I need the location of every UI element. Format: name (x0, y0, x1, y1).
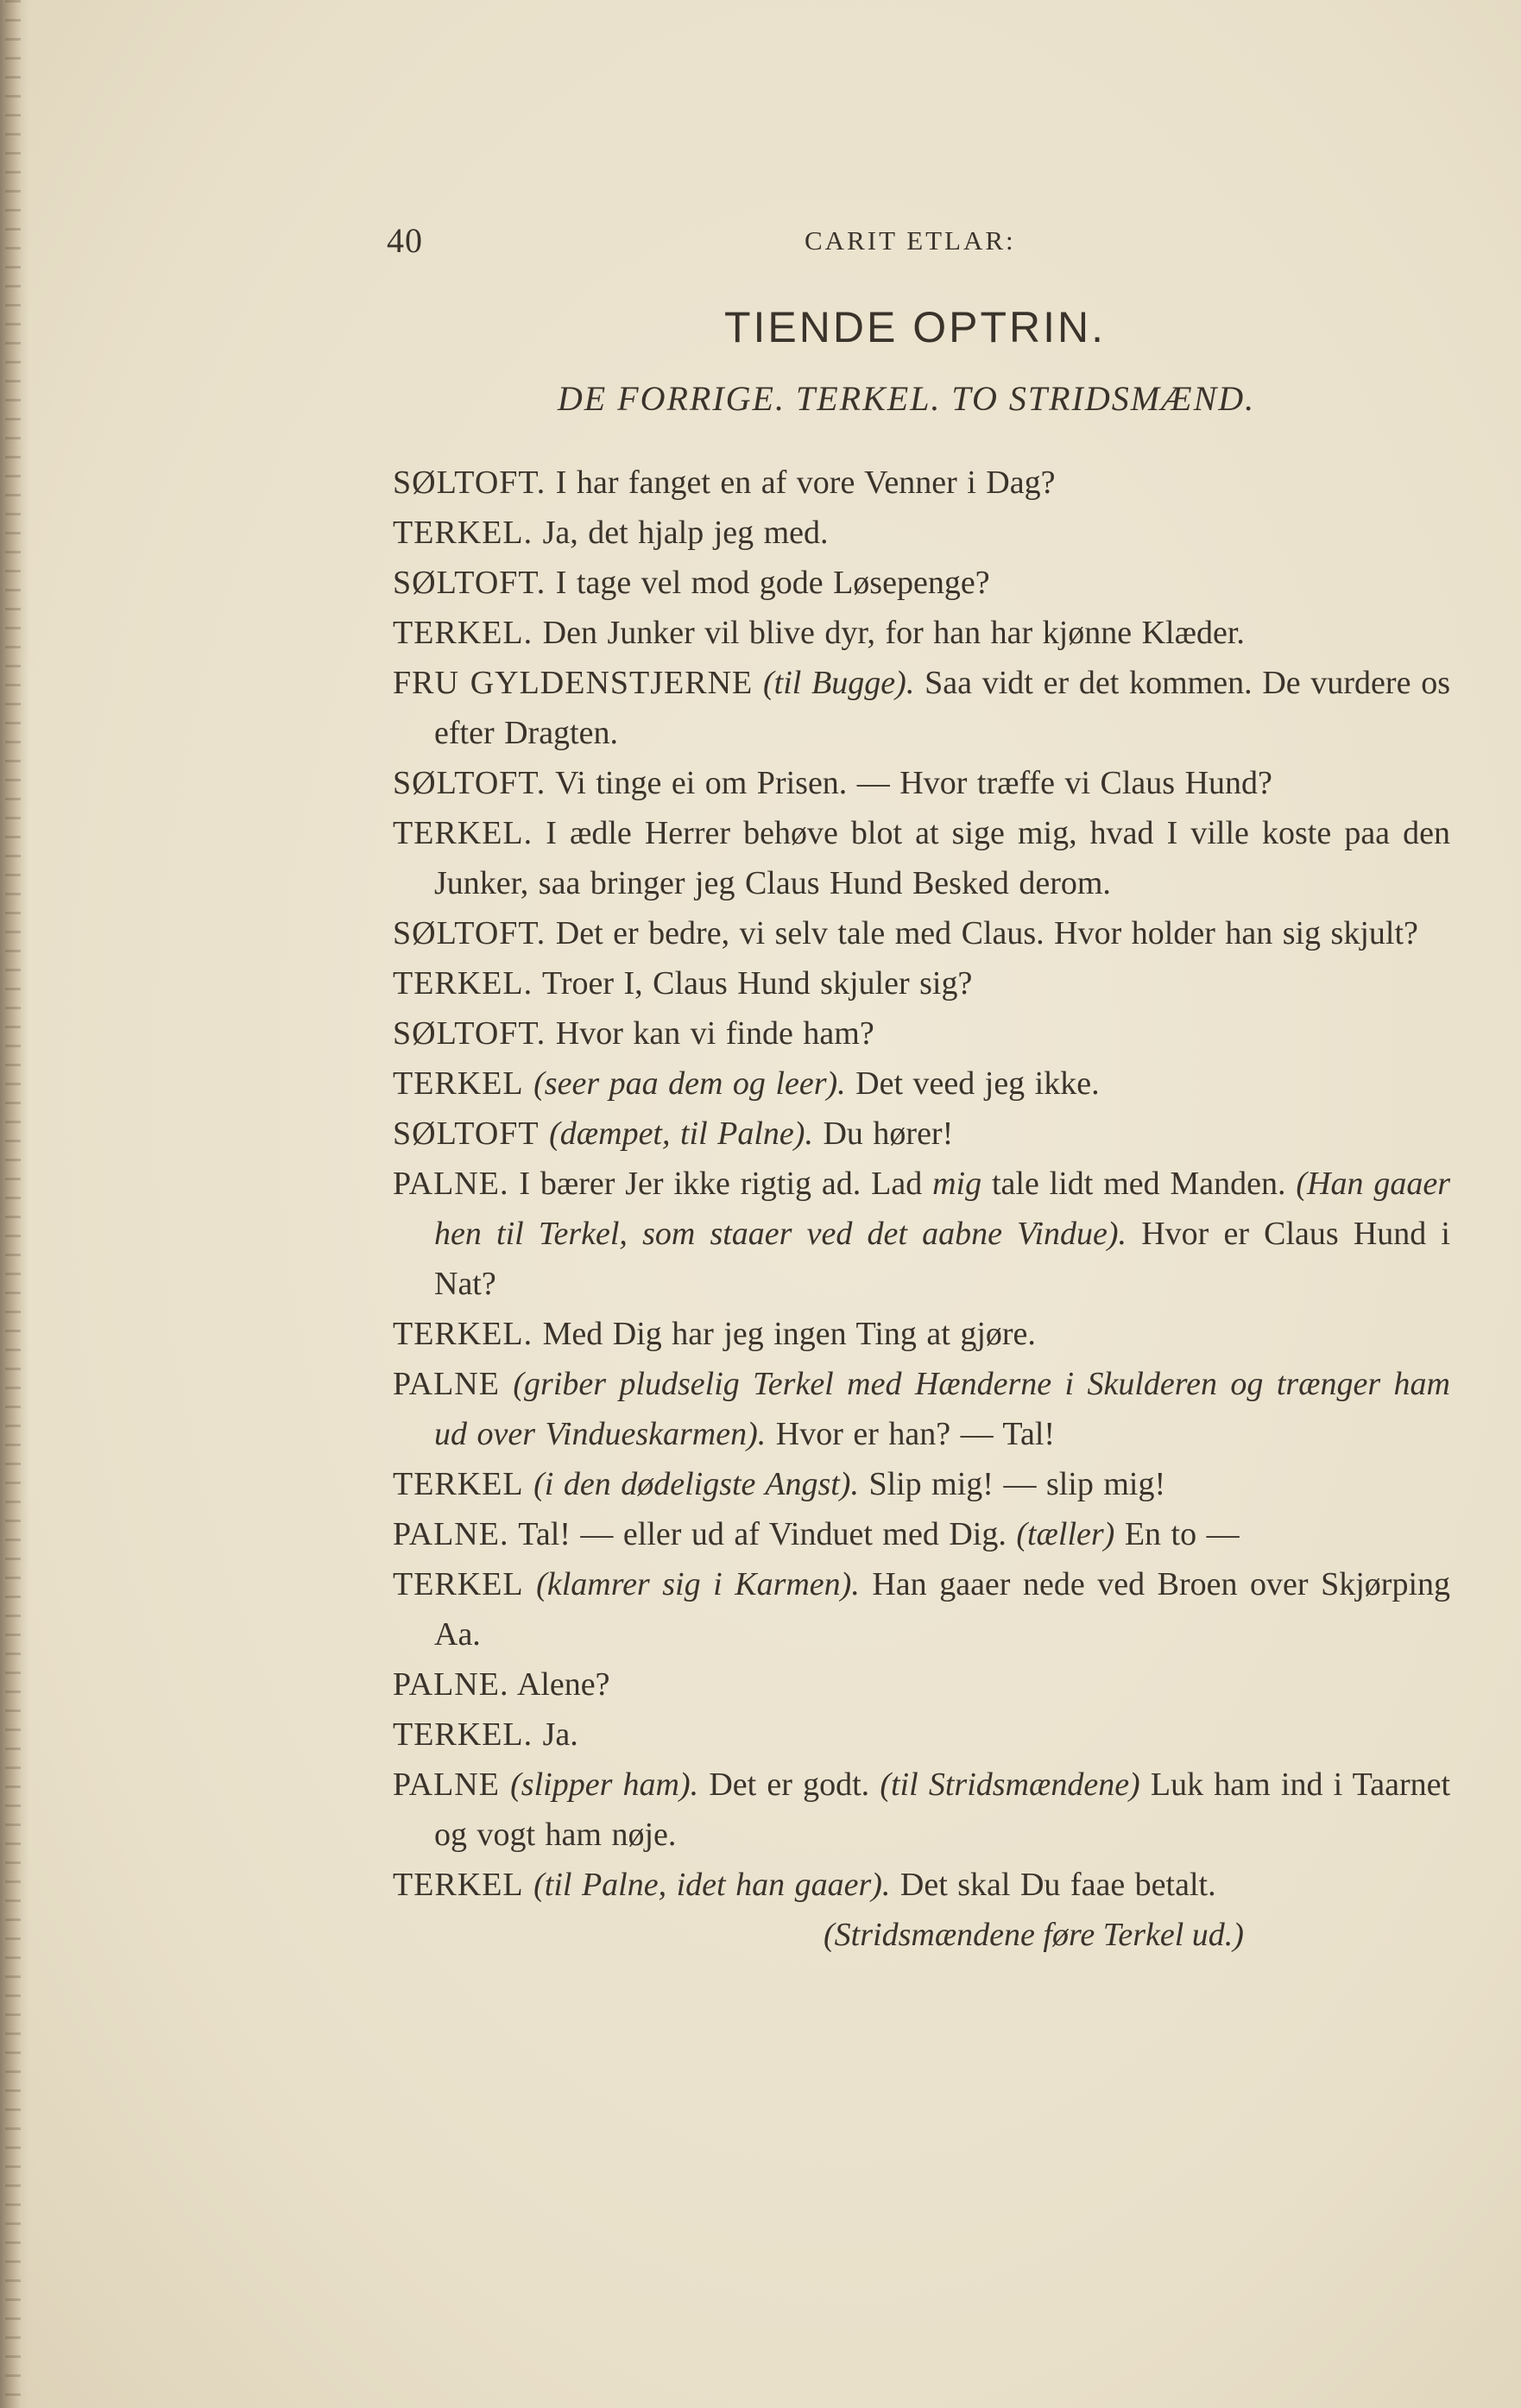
speech-text: Vi tinge ei om Prisen. — Hvor træffe vi Claus Hund? (555, 765, 1272, 801)
speech-text: Saa vidt er det kommen. De vurdere os efter Dragten. (434, 665, 1450, 751)
speaker: SØLTOFT. (393, 765, 546, 801)
speaker: TERKEL (393, 1065, 524, 1102)
stage-direction: (slipper ham). (510, 1766, 699, 1803)
speech-text: Troer I, Claus Hund skjuler sig? (541, 965, 973, 1002)
dialogue-body (393, 458, 1450, 1960)
speech-text: Alene? (516, 1666, 610, 1703)
speech-text: Luk ham ind i Taarnet og vogt ham nøje. (434, 1766, 1451, 1853)
stage-direction: (Han gaaer hen til Terkel, som staaer ved det aabne Vindue). (434, 1166, 1451, 1252)
speech-text: Han gaaer nede ved Broen over Skjørping Aa. (434, 1566, 1450, 1653)
speech-text: Du hører! (823, 1116, 954, 1152)
speaker: PALNE. (393, 1516, 509, 1552)
speech-3 (393, 558, 1450, 608)
speech-10 (393, 1008, 1450, 1059)
speaker: PALNE (393, 1766, 500, 1803)
speech-text: Hvor er han? — Tal! (775, 1416, 1056, 1452)
speech-text: Det veed jeg ikke. (855, 1065, 1100, 1102)
speaker: SØLTOFT (393, 1116, 540, 1152)
running-title: CARIT ETLAR: (805, 225, 1016, 256)
speaker: SØLTOFT. (393, 565, 546, 601)
stage-direction: (seer paa dem og leer). (533, 1065, 846, 1102)
speech-text: I tage vel mod gode Løsepenge? (555, 565, 990, 601)
speech-text: Slip mig! — slip mig! (868, 1466, 1166, 1502)
speech-text: Det er godt. (709, 1766, 870, 1803)
stage-direction: (til Stridsmændene) (880, 1766, 1140, 1803)
speaker: SØLTOFT. (393, 465, 546, 501)
speech-text: En to — (1124, 1516, 1240, 1552)
speech-text: Ja, det hjalp jeg med. (542, 515, 829, 551)
speech-12 (393, 1109, 1450, 1159)
stage-direction: (griber pludselig Terkel med Hænderne i Skulderen og trænger ham ud over Vindueskarmen). (434, 1366, 1451, 1452)
speech-text: Den Junker vil blive dyr, for han har kjønne Klæder. (542, 615, 1245, 651)
speech-text: I ædle Herrer behøve blot at sige mig, hvad I ville koste paa den Junker, saa bringer jeg Claus Hund Besked derom. (434, 815, 1451, 901)
speaker: PALNE. (393, 1166, 509, 1202)
speaker: TERKEL. (393, 615, 533, 651)
speech-text: I bærer Jer ikke rigtig ad. Lad (519, 1166, 923, 1202)
speech-20 (393, 1710, 1450, 1760)
stage-direction: (i den dødeligste Angst). (533, 1466, 859, 1502)
stage-direction: (tæller) (1016, 1516, 1115, 1552)
book-spine-stitching (5, 0, 21, 2408)
stage-direction: (dæmpet, til Palne). (549, 1116, 813, 1152)
stage-direction: (til Palne, idet han gaaer). (533, 1867, 891, 1903)
page-number: 40 (387, 221, 423, 260)
speaker: TERKEL. (393, 815, 533, 851)
speech-text: Tal! — eller ud af Vinduet med Dig. (518, 1516, 1007, 1552)
running-head (387, 220, 1457, 272)
speaker: FRU GYLDENSTJERNE (393, 665, 754, 701)
speaker: TERKEL (393, 1566, 524, 1602)
speech-8 (393, 908, 1450, 958)
speaker: SØLTOFT. (393, 915, 546, 951)
speaker: SØLTOFT. (393, 1015, 546, 1052)
speech-text: Ja. (542, 1716, 578, 1753)
speech-text: Hvor er Claus Hund i Nat? (434, 1216, 1450, 1302)
speech-5 (393, 658, 1450, 758)
speaker: TERKEL. (393, 1316, 533, 1352)
speech-21 (393, 1760, 1450, 1860)
speaker: PALNE. (393, 1666, 509, 1703)
emphasis: mig (932, 1166, 982, 1202)
speaker: TERKEL (393, 1867, 524, 1903)
speech-13 (393, 1159, 1450, 1309)
speech-22 (393, 1860, 1450, 1910)
speech-16 (393, 1459, 1450, 1509)
speech-14 (393, 1309, 1450, 1359)
speech-text: I har fanget en af vore Venner i Dag? (555, 465, 1056, 501)
speaker: TERKEL. (393, 965, 533, 1002)
speech-6 (393, 758, 1450, 808)
scene-characters: DE FORRIGE. TERKEL. TO STRIDSMÆND. (557, 379, 1256, 418)
speech-text: Hvor kan vi finde ham? (555, 1015, 874, 1052)
speech-7 (393, 808, 1450, 908)
speech-text: Det er bedre, vi selv tale med Claus. Hvor holder han sig skjult? (555, 915, 1418, 951)
speech-2 (393, 508, 1450, 558)
speech-9 (393, 958, 1450, 1008)
closing-stage-direction: (Stridsmændene føre Terkel ud.) (824, 1917, 1244, 1953)
speech-1 (393, 458, 1450, 508)
speaker: PALNE (393, 1366, 500, 1402)
scene-title: TIENDE OPTRIN. (723, 303, 1107, 351)
stage-direction: (klamrer sig i Karmen). (536, 1566, 860, 1602)
stage-direction: (til Bugge). (763, 665, 915, 701)
speech-17 (393, 1509, 1450, 1559)
speech-4 (393, 608, 1450, 658)
speech-text: Det skal Du faae betalt. (899, 1867, 1216, 1903)
speaker: TERKEL. (393, 1716, 533, 1753)
speaker: TERKEL. (393, 515, 533, 551)
speech-text: Med Dig har jeg ingen Ting at gjøre. (542, 1316, 1036, 1352)
speaker: TERKEL (393, 1466, 524, 1502)
speech-15 (393, 1359, 1450, 1459)
speech-text: tale lidt med Manden. (991, 1166, 1286, 1202)
speech-19 (393, 1659, 1450, 1710)
speech-18 (393, 1559, 1450, 1659)
speech-11 (393, 1059, 1450, 1109)
